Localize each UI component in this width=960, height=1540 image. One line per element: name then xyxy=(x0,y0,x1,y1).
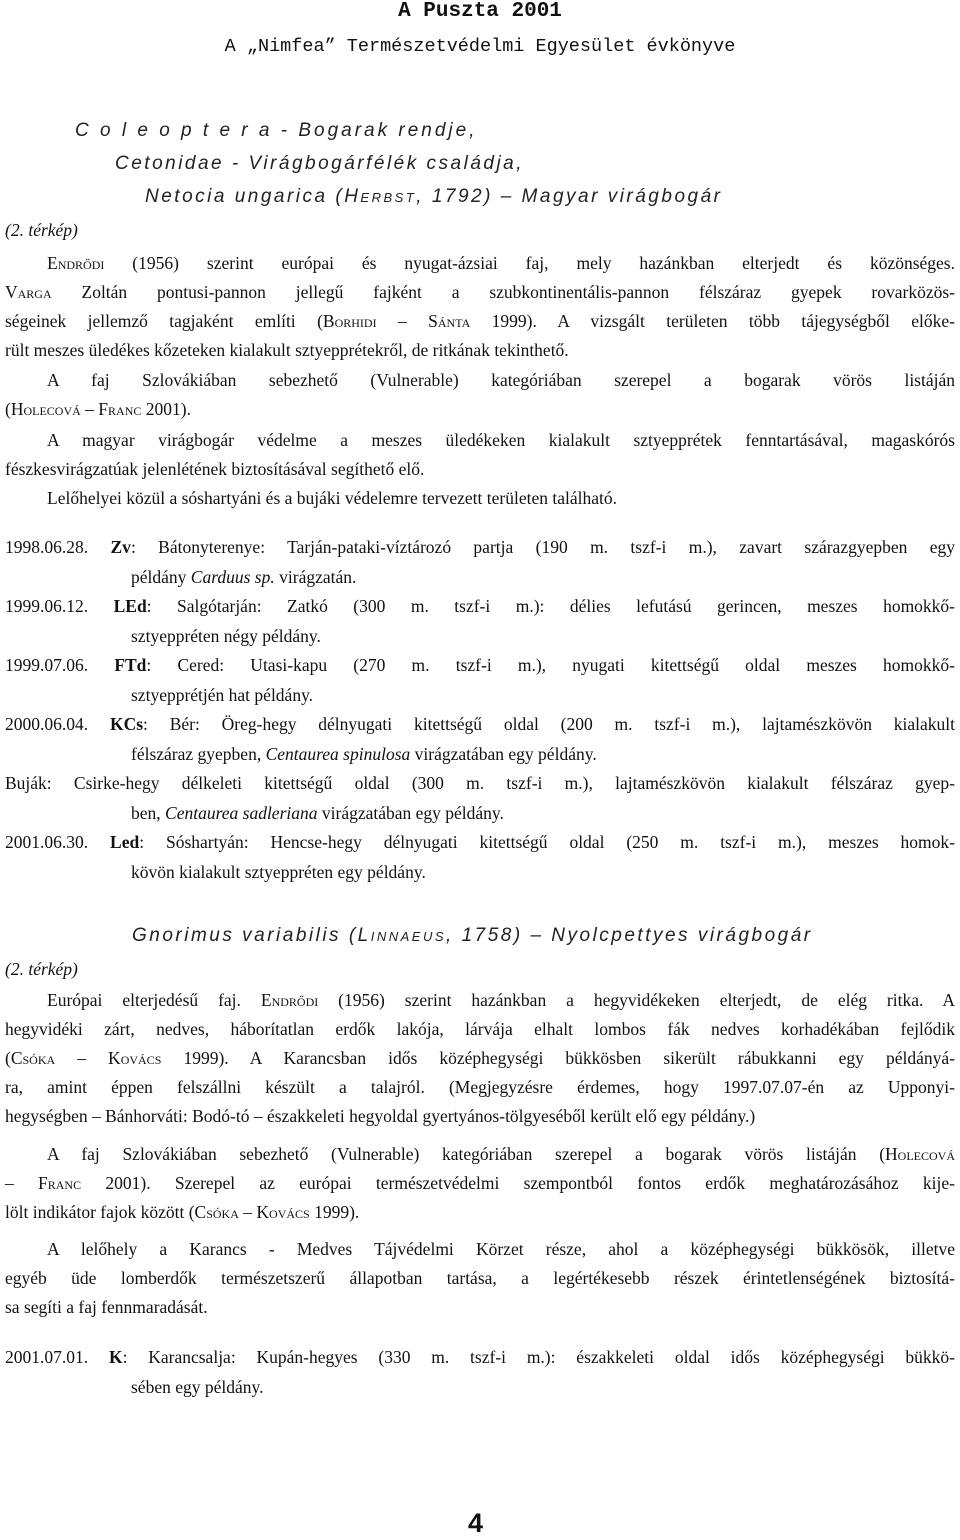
record-entry: 2000.06.04. KCs: Bér: Öreg-hegy délnyugati kitettségű oldal (200 m. tszf-i m.), lajtamészkövön kialakult félszáraz gyepben, Centaurea spinulosa virágzatában egy példány. xyxy=(5,714,956,764)
record-entry: 2001.07.01. K: Karancsalja: Kupán-hegyes (330 m. tszf-i m.): északkeleti oldal idős középhegységi bükkö- sében egy példány. xyxy=(5,1347,955,1397)
paragraph-localities-1: Lelőhelyei közül a sóshartyáni és a bujáki védelemre tervezett területen található. xyxy=(47,488,617,508)
species-heading-1: Netocia ungarica (Herbst, 1792) – Magyar virágbogár xyxy=(145,186,723,207)
record-entry: Buják: Csirke-hegy délkeleti kitettségű oldal (300 m. tszf-i m.), lajtamészkövön kialakult félszáraz gyep- ben, Centaurea sadleriana virágzatában egy példány. xyxy=(5,773,955,823)
paragraph-distribution-2: Európai elterjedésű faj. Endrődi (1956) szerint hazánkban a hegyvidékeken elterjedt, de elég ritka. A hegyvidéki zárt, nedves, háborítatlan erdők lakója, lárvája elhalt lombos fák nedves korhadékában fejlődik (Csóka – Kovács 1999). A Karancsban idős középhegységi bükkösben sikerült rábukkanni egy példányá- ra, amint éppen felszállni készült a talajról. (Megjegyzésre érdemes, hogy 1997.07.07-én az Upponyi- hegységben – Bánhorváti: Bodó-tó – északkeleti hegyoldal gyertyános-tölgyeséből került elő egy példány.) xyxy=(5,990,955,1126)
paragraph-conservation-1: A magyar virágbogár védelme a meszes üledékeken kialakult sztyepprétek fenntartásával, magaskórós fészkesvirágzatúak jelenlétének biztosításával segíthető elő. xyxy=(5,430,955,479)
record-entry: 1999.06.12. LEd: Salgótarján: Zatkó (300 m. tszf-i m.): délies lefutású gerincen, meszes homokkő- sztyeppréten négy példány. xyxy=(5,596,956,646)
record-list-1 xyxy=(5,533,955,887)
paragraph-locality-protection: A lelőhely a Karancs - Medves Tájvédelmi Körzet része, ahol a középhegységi bükkösök, illetve egyéb üde lomberdők természetszerű állapotban tartása, a legértékesebb részek érintetlenségének biztosítá- sa segíti a faj fennmaradását. xyxy=(5,1239,955,1317)
yearbook-subtitle: A „Nimfea” Természetvédelmi Egyesület évkönyve xyxy=(224,36,736,57)
species-heading-2: Gnorimus variabilis (Linnaeus, 1758) – Nyolcpettyes virágbogár xyxy=(132,925,813,946)
paragraph-redlist-1: A faj Szlovákiában sebezhető (Vulnerable) kategóriában szerepel a bogarak vörös listáján (Holecová – Franc 2001). xyxy=(5,370,955,419)
paragraph-distribution-1: Endrődi (1956) szerint európai és nyugat-ázsiai faj, mely hazánkban elterjedt és közönséges. Varga Zoltán pontusi-pannon jellegű fajként a szubkontinentális-pannon félszáraz gyepek rovarközös- ségeinek jellemző tagjaként említi (Borhidi – Sánta 1999). A vizsgált területen több tájegységből előke- rült meszes üledékes kőzeteken kialakult sztyepprétekről, de ritkának tekinthető. xyxy=(5,253,955,360)
yearbook-title: A Puszta 2001 xyxy=(398,0,562,23)
record-list-2 xyxy=(5,1343,955,1402)
page-number: 4 xyxy=(468,1508,484,1538)
order-heading: C o l e o p t e r a - Bogarak rendje, xyxy=(75,120,478,141)
record-entry: 2001.06.30. Led: Sóshartyán: Hencse-hegy délnyugati kitettségű oldal (250 m. tszf-i m.), meszes homok- kövön kialakult sztyeppréten egy példány. xyxy=(5,832,956,882)
family-heading: Cetonidae - Virágbogárfélék családja, xyxy=(115,153,525,174)
map-reference-1: (2. térkép) xyxy=(5,220,78,240)
record-entry: 1998.06.28. Zv: Bátonyterenye: Tarján-pataki-víztározó partja (190 m. tszf-i m.), zavart szárazgyepben egy példány Carduus sp. virágzatán. xyxy=(5,537,956,587)
map-reference-2: (2. térkép) xyxy=(5,959,78,979)
record-entry: 1999.07.06. FTd: Cered: Utasi-kapu (270 m. tszf-i m.), nyugati kitettségű oldal meszes homokkő- sztyepprétjén hat példány. xyxy=(5,655,955,705)
paragraph-redlist-2: A faj Szlovákiában sebezhető (Vulnerable) kategóriában szerepel a bogarak vörös listáján (Holecová – Franc 2001). Szerepel az európai természetvédelmi szempontból fontos erdők meghatározásához kije- lölt indikátor fajok között (Csóka – Kovács 1999). xyxy=(5,1144,955,1222)
